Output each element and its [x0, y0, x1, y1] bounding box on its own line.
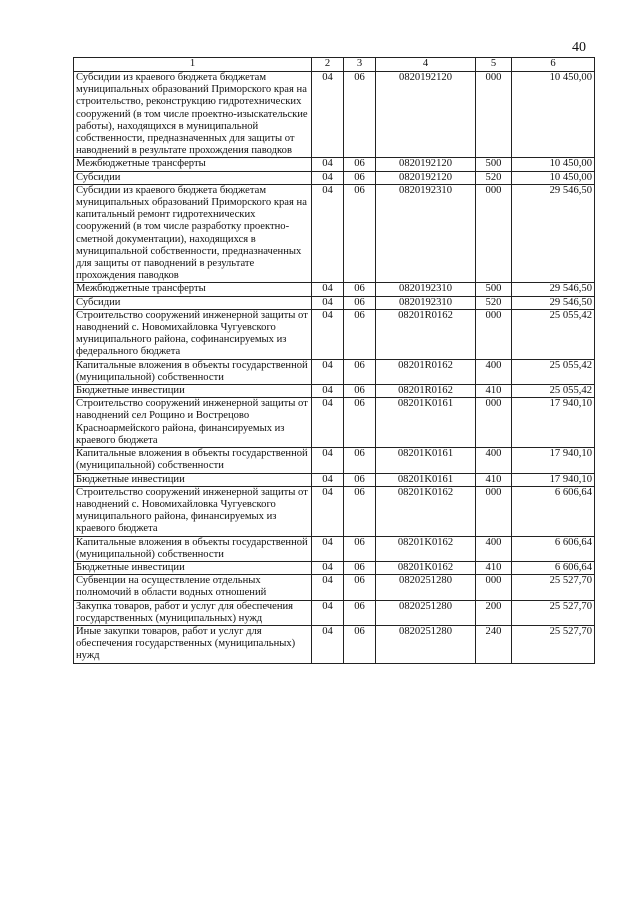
row-target-article-cell: 0820192120: [376, 72, 476, 158]
row-expense-type-cell: 410: [476, 385, 512, 398]
row-name-cell: Строительство сооружений инженерной защиты от наводнений с. Новомихайловка Чугуевского муниципального района, софинансируемых из федерального бюджета: [74, 309, 312, 359]
row-amount-cell: 6 606,64: [512, 561, 595, 574]
table-row: [74, 575, 595, 600]
row-section-cell: 04: [312, 561, 344, 574]
budget-table: [73, 57, 595, 664]
row-expense-type-cell: 000: [476, 486, 512, 536]
column-header-2: 2: [312, 58, 344, 72]
table-row: [74, 398, 595, 448]
row-name-cell: Субвенции на осуществление отдельных полномочий в области водных отношений: [74, 575, 312, 600]
row-target-article-cell: 0820192310: [376, 184, 476, 283]
row-amount-cell: 10 450,00: [512, 171, 595, 184]
row-amount-cell: 25 527,70: [512, 600, 595, 625]
row-name-cell: Межбюджетные трансферты: [74, 158, 312, 171]
row-name-cell: Капитальные вложения в объекты государственной (муниципальной) собственности: [74, 359, 312, 384]
row-expense-type-cell: 000: [476, 184, 512, 283]
row-name-cell: Бюджетные инвестиции: [74, 561, 312, 574]
row-amount-cell: 10 450,00: [512, 158, 595, 171]
table-row: [74, 625, 595, 663]
row-subsection-cell: 06: [344, 171, 376, 184]
row-expense-type-cell: 410: [476, 473, 512, 486]
row-section-cell: 04: [312, 296, 344, 309]
row-subsection-cell: 06: [344, 600, 376, 625]
row-amount-cell: 10 450,00: [512, 72, 595, 158]
row-subsection-cell: 06: [344, 385, 376, 398]
row-name-cell: Иные закупки товаров, работ и услуг для обеспечения государственных (муниципальных) нужд: [74, 625, 312, 663]
row-section-cell: 04: [312, 486, 344, 536]
row-name-cell: Субсидии: [74, 296, 312, 309]
row-expense-type-cell: 400: [476, 448, 512, 473]
row-expense-type-cell: 400: [476, 536, 512, 561]
row-section-cell: 04: [312, 473, 344, 486]
row-subsection-cell: 06: [344, 72, 376, 158]
row-section-cell: 04: [312, 184, 344, 283]
row-section-cell: 04: [312, 171, 344, 184]
row-target-article-cell: 0820251280: [376, 600, 476, 625]
column-header-3: 3: [344, 58, 376, 72]
page-number: 40: [572, 40, 586, 55]
row-expense-type-cell: 500: [476, 283, 512, 296]
row-subsection-cell: 06: [344, 296, 376, 309]
row-name-cell: Строительство сооружений инженерной защиты от наводнений с. Новомихайловка Чугуевского муниципального района, финансируемых из краевого бюджета: [74, 486, 312, 536]
row-target-article-cell: 0820192120: [376, 158, 476, 171]
row-expense-type-cell: 520: [476, 296, 512, 309]
table-row: [74, 448, 595, 473]
row-target-article-cell: 08201K0162: [376, 486, 476, 536]
row-expense-type-cell: 240: [476, 625, 512, 663]
column-header-4: 4: [376, 58, 476, 72]
row-section-cell: 04: [312, 158, 344, 171]
row-expense-type-cell: 520: [476, 171, 512, 184]
table-row: [74, 309, 595, 359]
row-subsection-cell: 06: [344, 473, 376, 486]
row-amount-cell: 25 527,70: [512, 575, 595, 600]
table-row: [74, 171, 595, 184]
row-target-article-cell: 0820251280: [376, 575, 476, 600]
row-amount-cell: 25 055,42: [512, 309, 595, 359]
row-target-article-cell: 0820192310: [376, 283, 476, 296]
row-amount-cell: 17 940,10: [512, 448, 595, 473]
table-row: [74, 296, 595, 309]
row-subsection-cell: 06: [344, 309, 376, 359]
row-section-cell: 04: [312, 448, 344, 473]
row-section-cell: 04: [312, 600, 344, 625]
row-section-cell: 04: [312, 309, 344, 359]
row-amount-cell: 29 546,50: [512, 184, 595, 283]
row-subsection-cell: 06: [344, 184, 376, 283]
row-name-cell: Бюджетные инвестиции: [74, 385, 312, 398]
column-header-5: 5: [476, 58, 512, 72]
row-name-cell: Субсидии из краевого бюджета бюджетам муниципальных образований Приморского края на строительство, реконструкцию гидротехнических сооружений (в том числе проектно-изыскательские работы), находящихся в муниципальной собственности, предназначенных для защиты от наводнений в результате прохождения паводков: [74, 72, 312, 158]
table-row: [74, 561, 595, 574]
row-section-cell: 04: [312, 385, 344, 398]
table-row: [74, 359, 595, 384]
row-name-cell: Субсидии: [74, 171, 312, 184]
row-amount-cell: 6 606,64: [512, 486, 595, 536]
row-name-cell: Межбюджетные трансферты: [74, 283, 312, 296]
table-row: [74, 72, 595, 158]
row-name-cell: Субсидии из краевого бюджета бюджетам муниципальных образований Приморского края на капитальный ремонт гидротехнических сооружений (в том числе разработку проектно-сметной документации), находящихся в муниципальной собственности, предназначенных для защиты от паводнений в результате прохождения паводков: [74, 184, 312, 283]
row-name-cell: Капитальные вложения в объекты государственной (муниципальной) собственности: [74, 536, 312, 561]
row-target-article-cell: 08201K0161: [376, 473, 476, 486]
row-subsection-cell: 06: [344, 625, 376, 663]
row-target-article-cell: 0820192120: [376, 171, 476, 184]
row-expense-type-cell: 500: [476, 158, 512, 171]
row-target-article-cell: 08201R0162: [376, 359, 476, 384]
table-row: [74, 283, 595, 296]
row-expense-type-cell: 400: [476, 359, 512, 384]
row-section-cell: 04: [312, 283, 344, 296]
row-target-article-cell: 08201R0162: [376, 385, 476, 398]
row-section-cell: 04: [312, 536, 344, 561]
row-subsection-cell: 06: [344, 536, 376, 561]
row-subsection-cell: 06: [344, 283, 376, 296]
table-row: [74, 473, 595, 486]
table-row: [74, 158, 595, 171]
row-amount-cell: 29 546,50: [512, 283, 595, 296]
row-amount-cell: 29 546,50: [512, 296, 595, 309]
row-amount-cell: 25 527,70: [512, 625, 595, 663]
row-section-cell: 04: [312, 72, 344, 158]
row-amount-cell: 17 940,10: [512, 398, 595, 448]
row-subsection-cell: 06: [344, 575, 376, 600]
row-name-cell: Бюджетные инвестиции: [74, 473, 312, 486]
row-subsection-cell: 06: [344, 359, 376, 384]
row-amount-cell: 17 940,10: [512, 473, 595, 486]
row-target-article-cell: 0820192310: [376, 296, 476, 309]
row-section-cell: 04: [312, 575, 344, 600]
row-section-cell: 04: [312, 398, 344, 448]
row-section-cell: 04: [312, 359, 344, 384]
table-row: [74, 600, 595, 625]
row-name-cell: Закупка товаров, работ и услуг для обеспечения государственных (муниципальных) нужд: [74, 600, 312, 625]
row-target-article-cell: 08201K0162: [376, 536, 476, 561]
table-row: [74, 385, 595, 398]
row-subsection-cell: 06: [344, 486, 376, 536]
row-expense-type-cell: 000: [476, 72, 512, 158]
column-header-6: 6: [512, 58, 595, 72]
row-amount-cell: 6 606,64: [512, 536, 595, 561]
row-subsection-cell: 06: [344, 398, 376, 448]
row-subsection-cell: 06: [344, 561, 376, 574]
row-expense-type-cell: 200: [476, 600, 512, 625]
row-target-article-cell: 08201K0161: [376, 398, 476, 448]
row-target-article-cell: 08201R0162: [376, 309, 476, 359]
row-expense-type-cell: 410: [476, 561, 512, 574]
row-subsection-cell: 06: [344, 158, 376, 171]
row-expense-type-cell: 000: [476, 575, 512, 600]
row-target-article-cell: 0820251280: [376, 625, 476, 663]
table-row: [74, 486, 595, 536]
row-amount-cell: 25 055,42: [512, 385, 595, 398]
row-expense-type-cell: 000: [476, 309, 512, 359]
table-row: [74, 184, 595, 283]
row-name-cell: Капитальные вложения в объекты государственной (муниципальной) собственности: [74, 448, 312, 473]
row-name-cell: Строительство сооружений инженерной защиты от наводнений сел Рощино и Вострецово Красноармейского района, финансируемых из краевого бюджета: [74, 398, 312, 448]
row-target-article-cell: 08201K0162: [376, 561, 476, 574]
header-row: [74, 58, 595, 72]
row-expense-type-cell: 000: [476, 398, 512, 448]
row-section-cell: 04: [312, 625, 344, 663]
row-subsection-cell: 06: [344, 448, 376, 473]
row-amount-cell: 25 055,42: [512, 359, 595, 384]
column-header-1: 1: [74, 58, 312, 72]
row-target-article-cell: 08201K0161: [376, 448, 476, 473]
table-body: [74, 72, 595, 664]
table-header: [74, 58, 595, 72]
table-row: [74, 536, 595, 561]
